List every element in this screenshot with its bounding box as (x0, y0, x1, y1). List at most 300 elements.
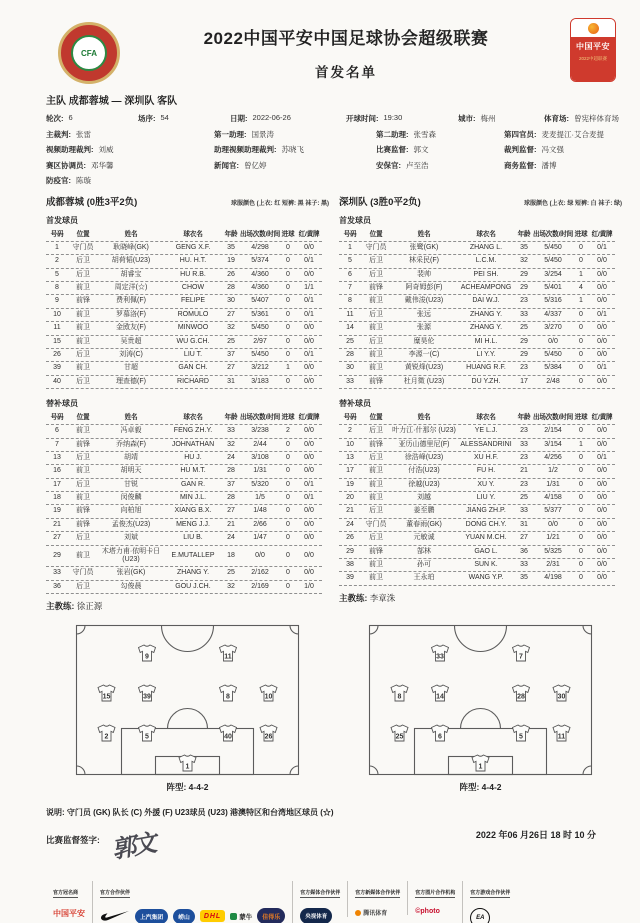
table-cell: 2/169 (251, 582, 269, 590)
pingan-logo: 中国平安 (53, 909, 85, 919)
table-cell: 向柏旭 (120, 507, 142, 515)
cfa-logo (58, 22, 120, 84)
info-label: 第二助理: (376, 129, 409, 139)
table-cell: 前卫 (369, 494, 383, 502)
info-label: 开球时间: (346, 114, 379, 123)
table-row (339, 425, 615, 438)
info-pair (46, 160, 214, 171)
sponsor-logos (300, 908, 340, 923)
table-cell: 0 (579, 257, 583, 265)
table-cell: 5/450 (544, 351, 562, 359)
table-cell: 1 (286, 364, 290, 372)
column-header: 进球 (281, 231, 295, 238)
table-cell: 0 (286, 284, 290, 292)
table-cell: 1 (579, 440, 583, 448)
table-cell: 周定洋(☆) (114, 284, 148, 292)
table-cell: 23 (520, 453, 528, 461)
match-info (46, 113, 622, 186)
table-cell: 0/0 (597, 534, 607, 542)
away-team-column (339, 194, 622, 612)
away-formation (339, 624, 622, 793)
table-cell: 23 (520, 364, 528, 372)
table-cell: 付浩(U23) (408, 467, 440, 475)
table-cell: 0/0 (304, 507, 314, 515)
sponsor-logos (355, 908, 400, 917)
table-cell: ZHANG L. (469, 243, 503, 251)
info-label: 场序: (138, 114, 156, 123)
column-header: 位置 (369, 231, 383, 238)
info-label: 安保官: (376, 160, 401, 170)
table-cell: 0/0 (597, 270, 607, 278)
table-cell: DAI W.J. (472, 297, 500, 305)
table-cell: 7 (55, 440, 59, 448)
table-cell: 0/0 (304, 364, 314, 372)
svg-text:1: 1 (478, 763, 483, 771)
table-cell: 5/407 (251, 297, 269, 305)
player-shirt-icon (220, 645, 237, 661)
table-cell: 4/360 (251, 284, 269, 292)
table-cell: 2/162 (251, 569, 269, 577)
table-cell: 0 (579, 310, 583, 318)
table-cell: XU Y. (477, 480, 495, 488)
table-cell: 亚历山德里尼(F) (398, 440, 450, 448)
info-value: 潘博 (541, 160, 557, 170)
table-cell: 0/0 (597, 494, 607, 502)
table-cell: 25 (346, 337, 354, 345)
table-cell: 0 (286, 270, 290, 278)
table-cell: 0 (579, 337, 583, 345)
table-cell: 0 (579, 243, 583, 251)
info-value: 张雪森 (413, 129, 436, 139)
table-cell: 27 (520, 534, 528, 542)
lineup-table (339, 229, 615, 389)
officials-row (46, 175, 622, 186)
svg-text:11: 11 (224, 653, 232, 661)
cfa-logo-inner (71, 35, 107, 71)
svg-text:8: 8 (397, 693, 402, 701)
table-cell: LIU T. (183, 351, 203, 359)
table-cell: 0 (286, 494, 290, 502)
table-cell: 32 (227, 324, 235, 332)
table-cell: 0 (579, 467, 583, 475)
table-cell: ZHANG Y. (469, 310, 503, 318)
table-cell: 0 (579, 427, 583, 435)
table-cell: 0 (286, 480, 290, 488)
table-row (339, 546, 615, 559)
table-cell: 阿奇姆彭(F) (405, 284, 443, 292)
table-cell: 0/0 (304, 569, 314, 577)
table-cell: 25 (520, 494, 528, 502)
table-cell: 0 (579, 547, 583, 555)
table-row (339, 255, 615, 268)
table-cell: 11 (346, 310, 354, 318)
table-cell: XIANG B.X. (174, 507, 212, 515)
table-cell: DONG CH.Y. (465, 520, 507, 528)
info-pair (376, 144, 504, 155)
table-cell: 0/0 (304, 270, 314, 278)
table-cell: MIN J.L. (179, 494, 207, 502)
svg-text:2: 2 (104, 733, 109, 741)
info-label: 第四官员: (504, 129, 537, 139)
table-cell: 28 (227, 467, 235, 475)
table-cell: 前卫 (369, 351, 383, 359)
table-cell: 胡靖 (124, 453, 138, 461)
column-header: 位置 (369, 414, 383, 422)
formation-label: 阵型: 4-4-2 (459, 782, 502, 793)
table-cell: 17 (53, 480, 61, 488)
table-cell: 5/361 (251, 310, 269, 318)
coach-name: 李章洙 (367, 592, 396, 603)
info-label: 主裁判: (46, 129, 71, 139)
table-cell: XU H.F. (473, 453, 499, 461)
info-value: 冯文强 (541, 145, 564, 154)
table-cell: 3/154 (544, 440, 562, 448)
info-label: 日期: (230, 114, 248, 123)
teams-line: 主队 成都蓉城 — 深圳队 客队 (46, 96, 178, 107)
svg-text:15: 15 (102, 693, 111, 701)
info-pair (376, 129, 504, 140)
player-shirt-icon (432, 685, 449, 701)
info-pair (504, 144, 622, 155)
table-cell: 3/270 (544, 324, 562, 332)
table-cell: 37 (227, 351, 235, 359)
table-cell: 0/1 (304, 297, 314, 305)
table-row (339, 295, 615, 308)
table-row (46, 546, 322, 568)
table-cell: 后卫 (76, 453, 90, 461)
info-pair (230, 113, 346, 124)
table-cell: 罗慕洛(F) (116, 310, 146, 318)
column-header: 号码 (50, 231, 64, 238)
photo-agency-logo: ©photo (415, 908, 440, 916)
info-pair (214, 129, 376, 140)
info-pair (544, 113, 622, 124)
table-cell: 29 (520, 284, 528, 292)
table-cell: 5/450 (251, 351, 269, 359)
table-header-row (46, 412, 322, 425)
table-cell: YUAN M.CH. (465, 534, 507, 542)
table-cell: WU G.CH. (176, 337, 210, 345)
table-cell: 5/450 (544, 243, 562, 251)
table-cell: 10 (53, 310, 61, 318)
info-pair (214, 144, 376, 155)
table-row (339, 269, 615, 282)
column-header: 进球 (281, 414, 295, 422)
table-cell: 30 (227, 297, 235, 305)
table-cell: 27 (227, 507, 235, 515)
table-cell: 冯卓毅 (120, 427, 142, 435)
column-header: 出场次数/时间 (240, 414, 280, 422)
table-cell: 5 (348, 257, 352, 265)
table-cell: 前卫 (369, 324, 383, 332)
table-row (46, 309, 322, 322)
column-header: 年龄 (517, 414, 531, 422)
table-cell: 张岩(GK) (116, 569, 146, 577)
table-cell: 张鹭(GK) (409, 243, 439, 251)
svg-text:5: 5 (145, 733, 149, 741)
table-cell: 0 (286, 377, 290, 385)
formation-label: 阵型: 4-4-2 (166, 782, 209, 793)
table-cell: 前锋 (369, 440, 383, 448)
table-cell: 1 (55, 243, 59, 251)
table-cell: 张远 (417, 310, 431, 318)
table-row (46, 532, 322, 545)
sponsor-group (407, 881, 462, 915)
table-cell: 2 (348, 427, 352, 435)
table-cell: 10 (346, 440, 354, 448)
sponsor-category-label: 官方游戏合作伙伴 (470, 890, 511, 897)
table-cell: 24 (346, 520, 354, 528)
table-cell: 后卫 (76, 257, 90, 265)
table-cell: 32 (227, 582, 235, 590)
table-cell: 前卫 (369, 574, 383, 582)
table-cell: 费利佩(F) (116, 297, 146, 305)
table-cell: 2/48 (546, 377, 560, 385)
table-cell: 吴贵超 (120, 337, 142, 345)
table-cell: 守门员 (365, 520, 387, 528)
table-cell: LIU B. (183, 534, 203, 542)
table-cell: 0/0 (597, 297, 607, 305)
table-cell: 1/0 (304, 582, 314, 590)
table-cell: 乔纳森(F) (116, 440, 146, 448)
table-cell: 后卫 (369, 257, 383, 265)
table-cell: 后卫 (76, 480, 90, 488)
column-header: 号码 (50, 414, 64, 422)
table-cell: 0 (579, 561, 583, 569)
player-shirt-icon (98, 685, 115, 701)
info-value: 刘威 (98, 145, 114, 154)
table-cell: GAN CH. (178, 364, 208, 372)
table-cell: 20 (346, 494, 354, 502)
table-cell: 戴伟浚(U23) (404, 297, 444, 305)
table-cell: 0/0 (597, 324, 607, 332)
subs-label: 替补球员 (46, 399, 78, 409)
table-cell: 2/97 (253, 337, 267, 345)
table-row (46, 425, 322, 438)
column-header: 红/黄牌 (298, 231, 320, 238)
table-cell: 0 (286, 534, 290, 542)
table-cell: 0/1 (597, 453, 607, 461)
table-row (46, 362, 322, 375)
table-cell: 13 (346, 453, 354, 461)
cfa-logo-text: CFA (81, 48, 97, 58)
table-cell: 前锋 (369, 377, 383, 385)
table-cell: 5/450 (544, 257, 562, 265)
badge-sub-text: 2022中超联赛 (571, 54, 615, 81)
table-cell: 徐越(U23) (408, 480, 440, 488)
table-cell: MINWOO (177, 324, 209, 332)
table-cell: 8 (348, 297, 352, 305)
table-cell: 31 (227, 377, 235, 385)
table-cell: 18 (227, 551, 235, 559)
table-row (339, 479, 615, 492)
table-cell: 5/384 (544, 364, 562, 372)
info-pair (46, 129, 214, 140)
table-cell: 0/0 (304, 453, 314, 461)
info-value: 6 (68, 113, 73, 122)
table-cell: 孟俊杰(U23) (111, 520, 151, 528)
table-cell: 4/337 (544, 310, 562, 318)
table-cell: 32 (520, 257, 528, 265)
table-cell: 0/1 (304, 351, 314, 359)
table-row (46, 255, 322, 268)
table-cell: 0 (579, 351, 583, 359)
table-cell: 0 (579, 534, 583, 542)
table-cell: 0 (286, 551, 290, 559)
team-name-record: 成都蓉城 (0胜3平2负) (46, 197, 138, 208)
signature-row (46, 826, 622, 865)
team-header (339, 194, 622, 208)
table-cell: WANG Y.P. (468, 574, 504, 582)
nike-swoosh-logo (100, 910, 130, 922)
table-cell: 胡明天 (120, 467, 142, 475)
table-cell: 前卫 (76, 284, 90, 292)
table-cell: 刘涛(C) (119, 351, 143, 359)
table-row (339, 439, 615, 452)
mengniu-logo: 蒙牛 (230, 912, 252, 921)
sheet-datetime: 2022 年06 月26日 18 时 10 分 (475, 830, 596, 841)
table-cell: 17 (520, 377, 528, 385)
info-label: 比赛监督: (376, 145, 409, 154)
table-cell: 28 (346, 351, 354, 359)
info-pair (346, 113, 458, 124)
table-cell: 前卫 (369, 467, 383, 475)
column-header: 红/黄牌 (591, 231, 613, 238)
info-pair (504, 129, 622, 140)
table-cell: 23 (520, 297, 528, 305)
table-cell: 38 (346, 561, 354, 569)
table-header-row (339, 229, 615, 242)
table-cell: 5 (55, 270, 59, 278)
table-cell: 4/158 (544, 494, 562, 502)
officials-row (46, 129, 622, 140)
table-header-row (46, 229, 322, 242)
player-shirt-icon (432, 725, 449, 741)
table-cell: 0/1 (304, 310, 314, 318)
table-cell: 勾俊晨 (120, 582, 142, 590)
table-cell: 姜至鹏 (413, 507, 435, 515)
table-row (46, 282, 322, 295)
table-row (46, 322, 322, 335)
table-cell: 19 (227, 257, 235, 265)
table-cell: 13 (53, 453, 61, 461)
table-cell: 前锋 (76, 520, 90, 528)
table-cell: 39 (346, 574, 354, 582)
table-row (46, 269, 322, 282)
table-cell: 7 (348, 284, 352, 292)
table-cell: GAO L. (474, 547, 498, 555)
table-cell: 糜昊伦 (413, 337, 435, 345)
svg-text:11: 11 (557, 733, 566, 741)
column-header: 进球 (574, 414, 588, 422)
table-cell: 26 (346, 534, 354, 542)
table-cell: 29 (520, 337, 528, 345)
table-cell: 前卫 (76, 310, 90, 318)
column-header: 球衣名 (183, 414, 203, 422)
table-cell: 后卫 (369, 427, 383, 435)
table-cell: 杜月徵 (U23) (403, 377, 445, 385)
table-cell: 0/0 (597, 547, 607, 555)
table-cell: 0/0 (597, 574, 607, 582)
table-row (46, 439, 322, 452)
table-cell: 28 (227, 494, 235, 502)
table-cell: 0/1 (597, 310, 607, 318)
table-cell: 3/183 (251, 377, 269, 385)
table-cell: 35 (520, 243, 528, 251)
table-cell: LIU Y. (476, 494, 496, 502)
table-cell: ALESSANDRINI (460, 440, 512, 448)
table-cell: 2 (55, 257, 59, 265)
table-cell: JOHNATHAN (171, 440, 215, 448)
table-cell: GENG X.F. (175, 243, 211, 251)
sponsor-logos (470, 908, 510, 923)
info-value: 陈璇 (76, 176, 91, 185)
coach-name: 徐正源 (74, 601, 103, 612)
table-row (46, 492, 322, 505)
player-shirt-icon (513, 645, 530, 661)
svg-text:8: 8 (226, 693, 230, 701)
table-cell: 闵俊麟 (120, 494, 142, 502)
svg-text:5: 5 (519, 733, 523, 741)
table-cell: 王永珀 (413, 574, 435, 582)
info-value: 梅州 (480, 114, 496, 123)
subs-label: 替补球员 (339, 399, 371, 409)
table-cell: 0 (286, 467, 290, 475)
table-cell: 前卫 (76, 364, 90, 372)
table-cell: 27 (53, 534, 61, 542)
table-row (46, 479, 322, 492)
table-cell: 胡睿宝 (120, 270, 142, 278)
sponsor-group (347, 881, 407, 917)
column-header: 出场次数/时间 (533, 414, 573, 422)
team-header (46, 194, 329, 208)
table-row (46, 336, 322, 349)
table-cell: 28 (227, 284, 235, 292)
table-cell: 0/0 (548, 520, 558, 528)
table-cell: 0/0 (304, 337, 314, 345)
kit-colors: 球服颜色 (上衣: 红 短裤: 黑 袜子: 黑) (231, 201, 329, 207)
table-cell: HUANG R.F. (466, 364, 506, 372)
table-cell: 35 (227, 243, 235, 251)
table-cell: 23 (520, 427, 528, 435)
column-header: 姓名 (124, 231, 138, 238)
ea-sports-logo: EA (470, 908, 490, 923)
table-row (339, 465, 615, 478)
table-cell: 董春雨(GK) (406, 520, 442, 528)
svg-text:28: 28 (517, 693, 525, 701)
table-cell: 2/31 (546, 561, 560, 569)
table-cell: 0/0 (304, 324, 314, 332)
table-cell: 30 (346, 364, 354, 372)
table-cell: 后卫 (369, 270, 383, 278)
badge-main-text: 中国平安 (571, 37, 615, 54)
table-cell: 33 (520, 507, 528, 515)
table-cell: 胡荷韬(U23) (111, 257, 151, 265)
table-cell: 4/298 (251, 243, 269, 251)
table-cell: 0/0 (597, 480, 607, 488)
table-cell: 前锋 (76, 440, 90, 448)
table-cell: HU. H.T. (179, 257, 207, 265)
table-cell: 0/0 (304, 243, 314, 251)
info-value: 苏晓飞 (281, 145, 304, 154)
table-cell: 守门员 (365, 243, 387, 251)
table-row (339, 572, 615, 585)
column-header: 年龄 (224, 231, 238, 238)
table-cell: 前卫 (76, 337, 90, 345)
page-subtitle: 首发名单 (315, 65, 377, 80)
player-shirt-icon (220, 685, 237, 701)
table-cell: 5/320 (251, 480, 269, 488)
